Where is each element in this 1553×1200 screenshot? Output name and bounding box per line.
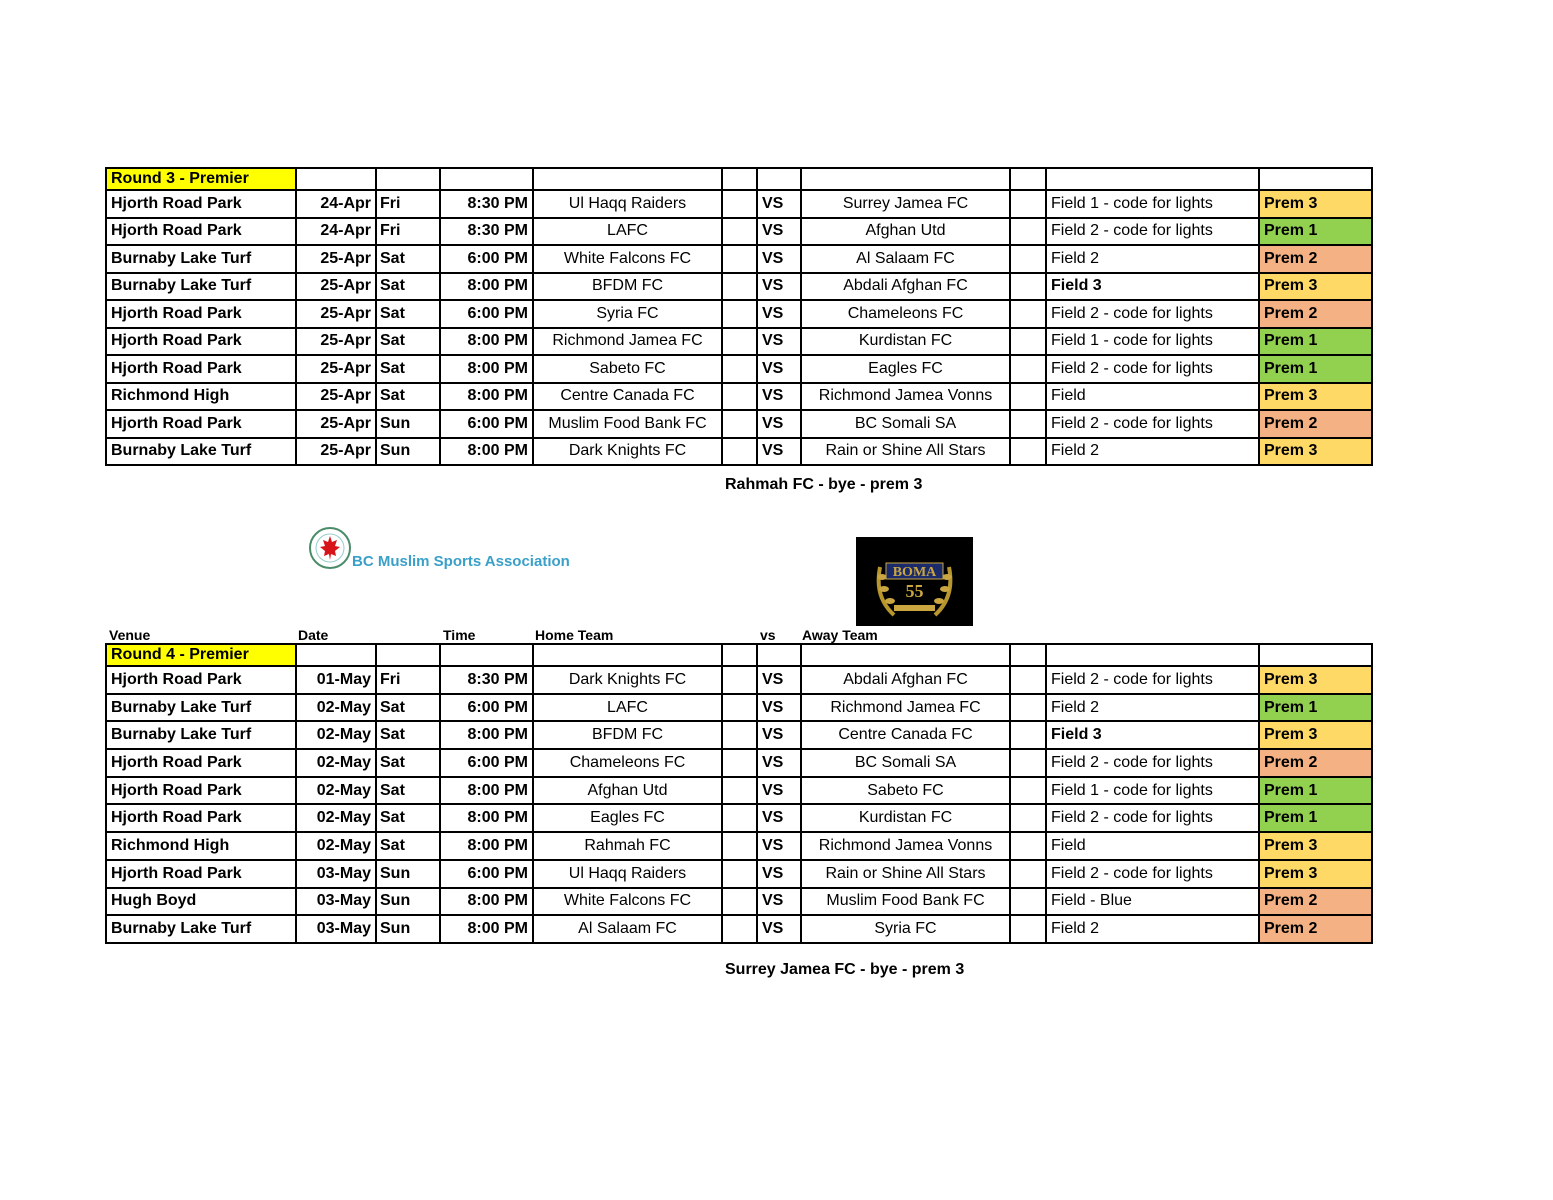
field-cell: Field 1 - code for lights <box>1046 190 1259 218</box>
date-cell: 25-Apr <box>296 410 376 438</box>
match-row <box>106 383 1372 411</box>
spacer-cell <box>1010 245 1046 273</box>
day-cell: Sun <box>376 860 440 888</box>
spacer-cell <box>1010 749 1046 777</box>
division-cell: Prem 3 <box>1259 860 1372 888</box>
match-row <box>106 273 1372 301</box>
home-team-cell: Dark Knights FC <box>533 666 722 694</box>
time-cell: 6:00 PM <box>440 410 533 438</box>
day-cell: Fri <box>376 666 440 694</box>
division-cell: Prem 2 <box>1259 245 1372 273</box>
home-team-cell: Chameleons FC <box>533 749 722 777</box>
division-cell: Prem 3 <box>1259 383 1372 411</box>
away-team-cell: Abdali Afghan FC <box>801 666 1010 694</box>
day-cell: Sat <box>376 300 440 328</box>
field-cell: Field 2 - code for lights <box>1046 804 1259 832</box>
date-cell: 02-May <box>296 777 376 805</box>
spacer-cell <box>1010 218 1046 246</box>
vs-cell: VS <box>757 245 801 273</box>
spacer-cell <box>1010 355 1046 383</box>
day-cell: Sat <box>376 245 440 273</box>
spacer-cell <box>722 860 757 888</box>
vs-cell: VS <box>757 804 801 832</box>
field-cell: Field 2 <box>1046 915 1259 943</box>
time-cell: 8:00 PM <box>440 438 533 466</box>
away-team-cell: Al Salaam FC <box>801 245 1010 273</box>
date-cell: 24-Apr <box>296 190 376 218</box>
away-team-cell: Centre Canada FC <box>801 721 1010 749</box>
division-cell: Prem 3 <box>1259 273 1372 301</box>
time-cell: 8:30 PM <box>440 218 533 246</box>
spacer-cell <box>1010 888 1046 916</box>
time-cell: 6:00 PM <box>440 749 533 777</box>
round4-schedule-table <box>105 643 1373 944</box>
division-cell: Prem 2 <box>1259 749 1372 777</box>
time-cell: 6:00 PM <box>440 245 533 273</box>
field-cell: Field 2 - code for lights <box>1046 666 1259 694</box>
home-team-cell: Al Salaam FC <box>533 915 722 943</box>
field-cell: Field 2 - code for lights <box>1046 300 1259 328</box>
day-cell: Sat <box>376 777 440 805</box>
date-cell: 25-Apr <box>296 383 376 411</box>
boma-logo <box>856 537 973 626</box>
venue-cell: Hugh Boyd <box>106 888 296 916</box>
home-team-cell: Dark Knights FC <box>533 438 722 466</box>
home-team-cell: Sabeto FC <box>533 355 722 383</box>
spacer-cell <box>1010 438 1046 466</box>
boma-laurel-icon <box>856 537 973 626</box>
day-cell: Sat <box>376 355 440 383</box>
venue-cell: Hjorth Road Park <box>106 410 296 438</box>
vs-cell: VS <box>757 190 801 218</box>
vs-cell: VS <box>757 749 801 777</box>
division-cell: Prem 1 <box>1259 218 1372 246</box>
spacer-cell <box>722 300 757 328</box>
away-team-cell: Eagles FC <box>801 355 1010 383</box>
venue-cell: Hjorth Road Park <box>106 190 296 218</box>
match-row <box>106 777 1372 805</box>
home-team-cell: Ul Haqq Raiders <box>533 860 722 888</box>
field-cell: Field 2 <box>1046 694 1259 722</box>
home-team-cell: Muslim Food Bank FC <box>533 410 722 438</box>
date-cell: 25-Apr <box>296 300 376 328</box>
match-row <box>106 328 1372 356</box>
field-cell: Field 3 <box>1046 273 1259 301</box>
field-cell: Field <box>1046 832 1259 860</box>
date-cell: 02-May <box>296 721 376 749</box>
day-cell: Sat <box>376 749 440 777</box>
away-team-cell: Rain or Shine All Stars <box>801 860 1010 888</box>
round3-schedule-table <box>105 167 1373 466</box>
day-cell: Sat <box>376 383 440 411</box>
vs-cell: VS <box>757 410 801 438</box>
match-row <box>106 832 1372 860</box>
time-cell: 6:00 PM <box>440 694 533 722</box>
field-cell: Field 2 - code for lights <box>1046 218 1259 246</box>
vs-cell: VS <box>757 438 801 466</box>
home-team-cell: White Falcons FC <box>533 888 722 916</box>
home-team-cell: Centre Canada FC <box>533 383 722 411</box>
match-row <box>106 721 1372 749</box>
field-cell: Field 1 - code for lights <box>1046 328 1259 356</box>
col-header-time: Time <box>443 627 476 643</box>
spacer-cell <box>1010 915 1046 943</box>
bcmsa-logo-text: BC Muslim Sports Association <box>352 553 570 570</box>
round3-title: Round 3 - Premier <box>106 168 296 190</box>
date-cell: 02-May <box>296 804 376 832</box>
away-team-cell: BC Somali SA <box>801 749 1010 777</box>
spacer-cell <box>1010 666 1046 694</box>
field-cell: Field <box>1046 383 1259 411</box>
vs-cell: VS <box>757 694 801 722</box>
spacer-cell <box>722 438 757 466</box>
field-cell: Field 2 <box>1046 438 1259 466</box>
day-cell: Sat <box>376 694 440 722</box>
venue-cell: Hjorth Road Park <box>106 749 296 777</box>
venue-cell: Hjorth Road Park <box>106 860 296 888</box>
date-cell: 03-May <box>296 888 376 916</box>
match-row <box>106 300 1372 328</box>
spacer-cell <box>722 694 757 722</box>
match-row <box>106 804 1372 832</box>
spacer-cell <box>722 245 757 273</box>
home-team-cell: Eagles FC <box>533 804 722 832</box>
field-cell: Field - Blue <box>1046 888 1259 916</box>
date-cell: 01-May <box>296 666 376 694</box>
field-cell: Field 2 <box>1046 245 1259 273</box>
time-cell: 8:00 PM <box>440 721 533 749</box>
spacer-cell <box>1010 694 1046 722</box>
match-row <box>106 190 1372 218</box>
field-cell: Field 1 - code for lights <box>1046 777 1259 805</box>
venue-cell: Burnaby Lake Turf <box>106 694 296 722</box>
spacer-cell <box>722 190 757 218</box>
away-team-cell: Abdali Afghan FC <box>801 273 1010 301</box>
venue-cell: Burnaby Lake Turf <box>106 245 296 273</box>
home-team-cell: Afghan Utd <box>533 777 722 805</box>
spacer-cell <box>722 328 757 356</box>
division-cell: Prem 2 <box>1259 300 1372 328</box>
home-team-cell: BFDM FC <box>533 273 722 301</box>
vs-cell: VS <box>757 832 801 860</box>
venue-cell: Hjorth Road Park <box>106 804 296 832</box>
venue-cell: Hjorth Road Park <box>106 218 296 246</box>
venue-cell: Hjorth Road Park <box>106 666 296 694</box>
bcmsa-maple-leaf-icon <box>308 520 570 576</box>
round3-rows <box>106 168 1372 465</box>
time-cell: 8:00 PM <box>440 915 533 943</box>
date-cell: 25-Apr <box>296 438 376 466</box>
division-cell: Prem 3 <box>1259 190 1372 218</box>
match-row <box>106 355 1372 383</box>
col-header-away-team: Away Team <box>802 627 878 643</box>
field-cell: Field 2 - code for lights <box>1046 749 1259 777</box>
spacer-cell <box>722 355 757 383</box>
time-cell: 8:00 PM <box>440 355 533 383</box>
away-team-cell: Rain or Shine All Stars <box>801 438 1010 466</box>
day-cell: Fri <box>376 218 440 246</box>
spacer-cell <box>1010 190 1046 218</box>
home-team-cell: Rahmah FC <box>533 832 722 860</box>
date-cell: 25-Apr <box>296 245 376 273</box>
spacer-cell <box>1010 804 1046 832</box>
division-cell: Prem 2 <box>1259 888 1372 916</box>
time-cell: 8:00 PM <box>440 832 533 860</box>
match-row <box>106 438 1372 466</box>
day-cell: Sat <box>376 832 440 860</box>
venue-cell: Burnaby Lake Turf <box>106 721 296 749</box>
division-cell: Prem 2 <box>1259 410 1372 438</box>
away-team-cell: Richmond Jamea Vonns <box>801 383 1010 411</box>
boma-logo-text: BOMA <box>892 565 937 580</box>
venue-cell: Richmond High <box>106 832 296 860</box>
venue-cell: Burnaby Lake Turf <box>106 273 296 301</box>
col-header-vs: vs <box>760 627 776 643</box>
spacer-cell <box>722 273 757 301</box>
away-team-cell: Afghan Utd <box>801 218 1010 246</box>
vs-cell: VS <box>757 218 801 246</box>
time-cell: 8:00 PM <box>440 273 533 301</box>
away-team-cell: Richmond Jamea FC <box>801 694 1010 722</box>
home-team-cell: LAFC <box>533 218 722 246</box>
division-cell: Prem 1 <box>1259 804 1372 832</box>
spacer-cell <box>722 666 757 694</box>
match-row <box>106 888 1372 916</box>
venue-cell: Hjorth Road Park <box>106 355 296 383</box>
time-cell: 8:30 PM <box>440 666 533 694</box>
date-cell: 03-May <box>296 860 376 888</box>
home-team-cell: Ul Haqq Raiders <box>533 190 722 218</box>
vs-cell: VS <box>757 355 801 383</box>
venue-cell: Hjorth Road Park <box>106 777 296 805</box>
day-cell: Sat <box>376 273 440 301</box>
vs-cell: VS <box>757 860 801 888</box>
home-team-cell: LAFC <box>533 694 722 722</box>
date-cell: 02-May <box>296 749 376 777</box>
division-cell: Prem 3 <box>1259 721 1372 749</box>
spacer-cell <box>722 832 757 860</box>
day-cell: Fri <box>376 190 440 218</box>
field-cell: Field 2 - code for lights <box>1046 860 1259 888</box>
time-cell: 8:00 PM <box>440 888 533 916</box>
spacer-cell <box>1010 860 1046 888</box>
date-cell: 02-May <box>296 694 376 722</box>
vs-cell: VS <box>757 300 801 328</box>
venue-cell: Hjorth Road Park <box>106 328 296 356</box>
match-row <box>106 749 1372 777</box>
date-cell: 25-Apr <box>296 355 376 383</box>
division-cell: Prem 3 <box>1259 666 1372 694</box>
day-cell: Sun <box>376 438 440 466</box>
away-team-cell: Kurdistan FC <box>801 328 1010 356</box>
spacer-cell <box>722 915 757 943</box>
time-cell: 8:00 PM <box>440 777 533 805</box>
spacer-cell <box>722 721 757 749</box>
spacer-cell <box>1010 273 1046 301</box>
spacer-cell <box>1010 300 1046 328</box>
time-cell: 8:30 PM <box>440 190 533 218</box>
venue-cell: Richmond High <box>106 383 296 411</box>
bcmsa-logo <box>308 520 570 576</box>
vs-cell: VS <box>757 721 801 749</box>
round4-title: Round 4 - Premier <box>106 644 296 666</box>
round4-bye-note: Surrey Jamea FC - bye - prem 3 <box>725 961 965 978</box>
away-team-cell: BC Somali SA <box>801 410 1010 438</box>
vs-cell: VS <box>757 328 801 356</box>
match-row <box>106 410 1372 438</box>
away-team-cell: Surrey Jamea FC <box>801 190 1010 218</box>
spacer-cell <box>1010 383 1046 411</box>
round3-header-row <box>106 168 1372 190</box>
boma-logo-number: 55 <box>905 581 924 601</box>
home-team-cell: White Falcons FC <box>533 245 722 273</box>
day-cell: Sat <box>376 721 440 749</box>
away-team-cell: Chameleons FC <box>801 300 1010 328</box>
division-cell: Prem 3 <box>1259 832 1372 860</box>
time-cell: 6:00 PM <box>440 860 533 888</box>
away-team-cell: Richmond Jamea Vonns <box>801 832 1010 860</box>
time-cell: 6:00 PM <box>440 300 533 328</box>
spacer-cell <box>722 777 757 805</box>
vs-cell: VS <box>757 777 801 805</box>
spacer-cell <box>722 888 757 916</box>
away-team-cell: Syria FC <box>801 915 1010 943</box>
time-cell: 8:00 PM <box>440 328 533 356</box>
home-team-cell: Syria FC <box>533 300 722 328</box>
away-team-cell: Kurdistan FC <box>801 804 1010 832</box>
field-cell: Field 2 - code for lights <box>1046 355 1259 383</box>
match-row <box>106 860 1372 888</box>
vs-cell: VS <box>757 383 801 411</box>
spacer-cell <box>722 410 757 438</box>
venue-cell: Burnaby Lake Turf <box>106 438 296 466</box>
spacer-cell <box>1010 410 1046 438</box>
spacer-cell <box>1010 832 1046 860</box>
col-header-home-team: Home Team <box>535 627 614 643</box>
round4-rows <box>106 644 1372 943</box>
day-cell: Sun <box>376 888 440 916</box>
spacer-cell <box>1010 777 1046 805</box>
spacer-cell <box>722 749 757 777</box>
time-cell: 8:00 PM <box>440 383 533 411</box>
division-cell: Prem 2 <box>1259 915 1372 943</box>
match-row <box>106 666 1372 694</box>
round4-header-row <box>106 644 1372 666</box>
day-cell: Sun <box>376 410 440 438</box>
date-cell: 25-Apr <box>296 273 376 301</box>
home-team-cell: BFDM FC <box>533 721 722 749</box>
match-row <box>106 245 1372 273</box>
time-cell: 8:00 PM <box>440 804 533 832</box>
col-header-date: Date <box>298 627 329 643</box>
spacer-cell <box>722 804 757 832</box>
date-cell: 02-May <box>296 832 376 860</box>
division-cell: Prem 1 <box>1259 694 1372 722</box>
vs-cell: VS <box>757 666 801 694</box>
division-cell: Prem 1 <box>1259 355 1372 383</box>
day-cell: Sat <box>376 804 440 832</box>
division-cell: Prem 3 <box>1259 438 1372 466</box>
day-cell: Sun <box>376 915 440 943</box>
venue-cell: Burnaby Lake Turf <box>106 915 296 943</box>
away-team-cell: Sabeto FC <box>801 777 1010 805</box>
spacer-cell <box>1010 721 1046 749</box>
field-cell: Field 2 - code for lights <box>1046 410 1259 438</box>
match-row <box>106 915 1372 943</box>
match-row <box>106 694 1372 722</box>
match-row <box>106 218 1372 246</box>
date-cell: 24-Apr <box>296 218 376 246</box>
col-header-venue: Venue <box>109 627 151 643</box>
spacer-cell <box>722 383 757 411</box>
away-team-cell: Muslim Food Bank FC <box>801 888 1010 916</box>
division-cell: Prem 1 <box>1259 777 1372 805</box>
date-cell: 03-May <box>296 915 376 943</box>
vs-cell: VS <box>757 273 801 301</box>
vs-cell: VS <box>757 888 801 916</box>
field-cell: Field 3 <box>1046 721 1259 749</box>
spacer-cell <box>722 218 757 246</box>
day-cell: Sat <box>376 328 440 356</box>
division-cell: Prem 1 <box>1259 328 1372 356</box>
venue-cell: Hjorth Road Park <box>106 300 296 328</box>
home-team-cell: Richmond Jamea FC <box>533 328 722 356</box>
round3-bye-note: Rahmah FC - bye - prem 3 <box>725 476 923 493</box>
spacer-cell <box>1010 328 1046 356</box>
date-cell: 25-Apr <box>296 328 376 356</box>
vs-cell: VS <box>757 915 801 943</box>
